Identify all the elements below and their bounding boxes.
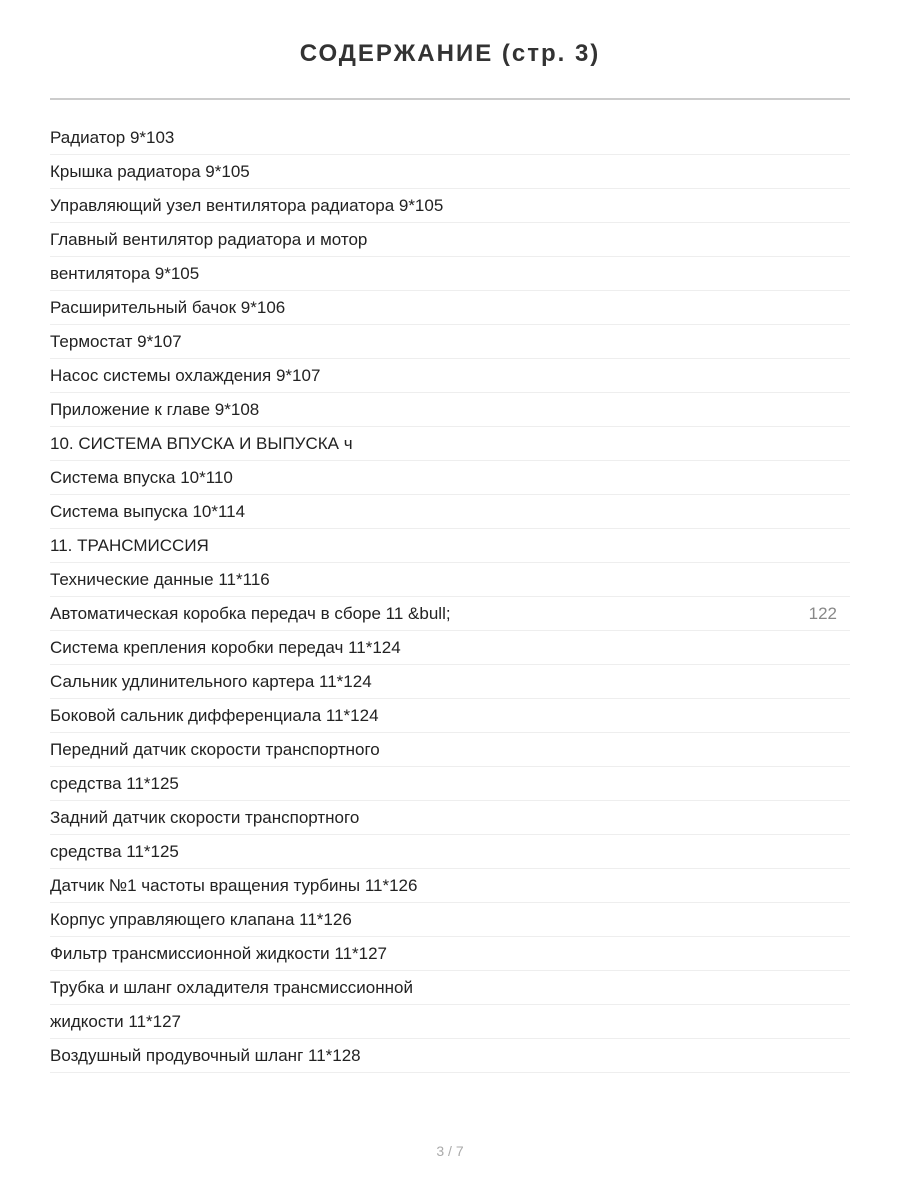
toc-entry-label: 11. ТРАНСМИССИЯ: [50, 535, 209, 555]
toc-entry[interactable]: [50, 699, 850, 733]
toc-entry-label: Радиатор 9*103: [50, 127, 175, 147]
toc-entry[interactable]: [50, 631, 850, 665]
toc-entry[interactable]: [50, 1005, 850, 1039]
toc-entry[interactable]: [50, 597, 850, 631]
toc-entry-label: жидкости 11*127: [50, 1011, 182, 1031]
toc-entry-label: Воздушный продувочный шланг 11*128: [50, 1045, 361, 1065]
toc-chapter-heading[interactable]: [50, 427, 850, 461]
toc-entry-page: 122: [808, 603, 837, 623]
toc-entry[interactable]: [50, 189, 850, 223]
toc-entry-label: Датчик №1 частоты вращения турбины 11*126: [50, 875, 418, 895]
toc-entry[interactable]: [50, 257, 850, 291]
toc-entry-label: Управляющий узел вентилятора радиатора 9*105: [50, 195, 444, 215]
toc-entry[interactable]: [50, 393, 850, 427]
toc-entry-label: Приложение к главе 9*108: [50, 399, 260, 419]
toc-entry-label: Технические данные 11*116: [50, 569, 270, 589]
toc-entry[interactable]: [50, 1039, 850, 1073]
toc-entry[interactable]: [50, 665, 850, 699]
toc-entry-label: Система впуска 10*110: [50, 467, 233, 487]
page-indicator: 3 / 7: [436, 1143, 464, 1159]
toc-entry-label: Боковой сальник дифференциала 11*124: [50, 705, 379, 725]
toc-entry-label: Задний датчик скорости транспортного: [50, 807, 360, 827]
toc-entry-label: Передний датчик скорости транспортного: [50, 739, 380, 759]
toc-entry-label: Главный вентилятор радиатора и мотор: [50, 229, 368, 249]
toc-entry[interactable]: [50, 461, 850, 495]
table-of-contents: [50, 121, 850, 1073]
toc-entry[interactable]: [50, 359, 850, 393]
toc-entry-label: Крышка радиатора 9*105: [50, 161, 250, 181]
toc-entry[interactable]: [50, 121, 850, 155]
toc-entry-label: вентилятора 9*105: [50, 263, 200, 283]
toc-entry[interactable]: [50, 325, 850, 359]
toc-entry-label: средства 11*125: [50, 773, 179, 793]
toc-entry[interactable]: [50, 937, 850, 971]
toc-entry[interactable]: [50, 291, 850, 325]
page-title: СОДЕРЖАНИЕ (стр. 3): [299, 40, 601, 67]
toc-chapter-heading[interactable]: [50, 529, 850, 563]
toc-entry-label: Расширительный бачок 9*106: [50, 297, 286, 317]
toc-entry-label: Система крепления коробки передач 11*124: [50, 637, 401, 657]
toc-entry-label: Трубка и шланг охладителя трансмиссионной: [50, 977, 413, 997]
toc-entry-label: Система выпуска 10*114: [50, 501, 246, 521]
toc-entry[interactable]: [50, 155, 850, 189]
toc-entry-label: Насос системы охлаждения 9*107: [50, 365, 321, 385]
toc-entry-label: средства 11*125: [50, 841, 179, 861]
toc-entry[interactable]: [50, 903, 850, 937]
toc-entry[interactable]: [50, 835, 850, 869]
toc-entry-label: 10. СИСТЕМА ВПУСКА И ВЫПУСКА ч: [50, 433, 353, 453]
toc-entry[interactable]: [50, 563, 850, 597]
toc-entry-label: Сальник удлинительного картера 11*124: [50, 671, 372, 691]
toc-entry-label: Фильтр трансмиссионной жидкости 11*127: [50, 943, 388, 963]
toc-entry[interactable]: [50, 495, 850, 529]
toc-entry-label: Корпус управляющего клапана 11*126: [50, 909, 352, 929]
document-page: [50, 0, 850, 1065]
toc-entry[interactable]: [50, 869, 850, 903]
toc-entry-label: Автоматическая коробка передач в сборе 11 &bull;: [50, 603, 451, 623]
title-divider: [50, 98, 850, 100]
toc-entry[interactable]: [50, 223, 850, 257]
toc-entry[interactable]: [50, 767, 850, 801]
toc-entry[interactable]: [50, 733, 850, 767]
toc-entry[interactable]: [50, 801, 850, 835]
toc-entry-label: Термостат 9*107: [50, 331, 182, 351]
toc-entry[interactable]: [50, 971, 850, 1005]
